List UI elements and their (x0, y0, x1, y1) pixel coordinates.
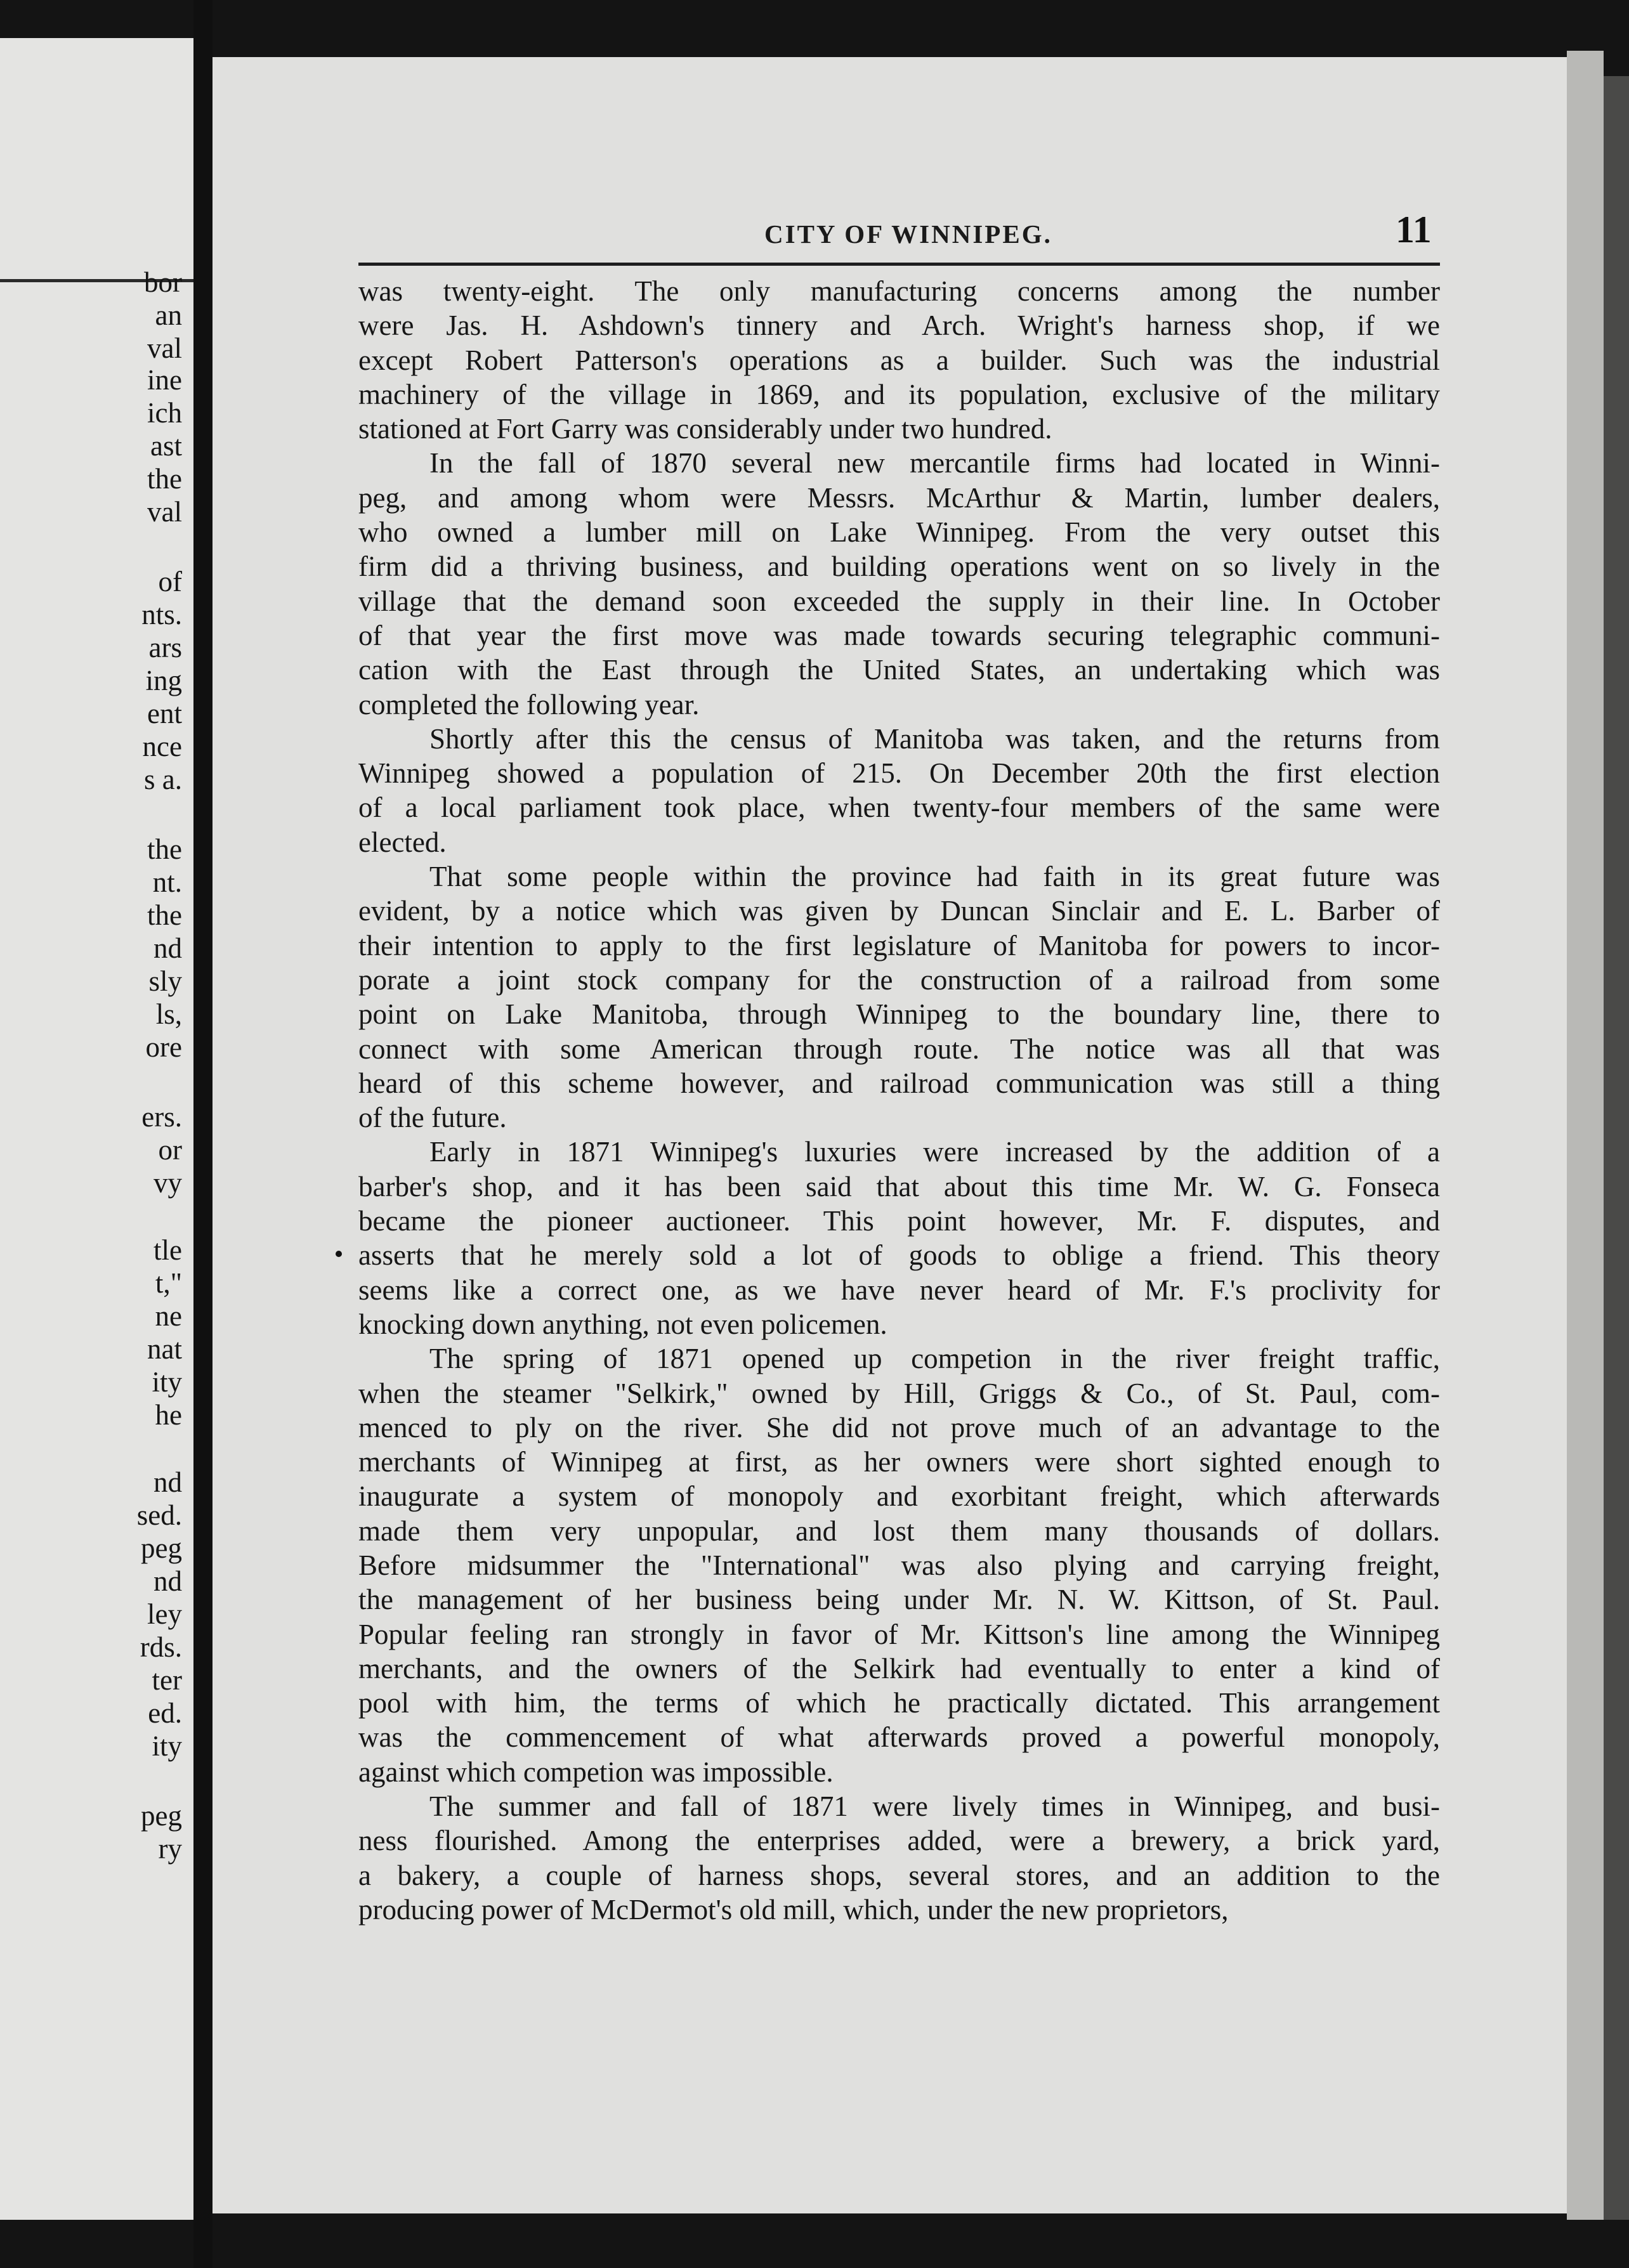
text-line: were Jas. H. Ashdown's tinnery and Arch. Wright's harness shop, if we (358, 310, 1440, 342)
paragraph (358, 1135, 1440, 1341)
left-page-fragment-line: ed. (148, 1697, 182, 1729)
text-line: The spring of 1871 opened up competion in the river freight traffic, (429, 1343, 1440, 1375)
left-page-fragment-line: tle (154, 1234, 182, 1266)
page-number: 11 (1396, 209, 1432, 251)
text-line: was twenty-eight. The only manufacturing concerns among the number (358, 275, 1440, 307)
left-page-fragment-line: ry (158, 1833, 182, 1865)
page-edge (1567, 51, 1604, 2220)
text-line: Before midsummer the "International" was also plying and carrying freight, (358, 1549, 1440, 1581)
text-line: connect with some American through route. The notice was all that was (358, 1033, 1440, 1065)
text-line: made them very unpopular, and lost them many thousands of dollars. (358, 1515, 1440, 1547)
text-line: against which competion was impossible. (358, 1756, 834, 1788)
left-page-fragment-line: the (147, 463, 182, 495)
text-line: stationed at Fort Garry was considerably under two hundred. (358, 413, 1052, 445)
paragraph (358, 859, 1440, 1135)
left-page-fragment-line: s a. (144, 764, 182, 795)
paragraph (358, 446, 1440, 721)
text-line: The summer and fall of 1871 were lively times in Winnipeg, and busi- (429, 1790, 1440, 1823)
text-line: heard of this scheme however, and railroad communication was still a thing (358, 1067, 1440, 1099)
left-page-fragment-line: the (147, 833, 182, 865)
paragraph (358, 274, 1440, 446)
text-line: village that the demand soon exceeded the supply in their line. In October (358, 585, 1440, 617)
text-line: of the future. (358, 1102, 507, 1134)
left-page-fragment-line: an (155, 299, 182, 331)
left-page-fragment-line: t," (155, 1267, 182, 1299)
text-line: knocking down anything, not even policemen. (358, 1308, 887, 1340)
left-page-fragment-line: ley (147, 1598, 182, 1630)
left-page-fragment-line: ich (147, 397, 182, 429)
body-text (358, 274, 1440, 1927)
left-page-fragment-line: ent (147, 698, 182, 729)
text-line: menced to ply on the river. She did not prove much of an advantage to the (358, 1411, 1440, 1444)
left-page-fragment-line: nce (142, 731, 182, 762)
text-line: was the commencement of what afterwards proved a powerful monopoly, (358, 1721, 1440, 1754)
left-page-fragment-line: ity (152, 1366, 182, 1398)
text-line: merchants of Winnipeg at first, as her owners were short sighted enough to (358, 1446, 1440, 1478)
left-page-fragment-line: val (147, 496, 182, 528)
left-page-fragment-line: ast (150, 430, 182, 462)
left-page-fragment-line: nd (154, 932, 182, 964)
left-page-fragment-line: he (155, 1399, 182, 1431)
text-line: a bakery, a couple of harness shops, several stores, and an addition to the (358, 1859, 1440, 1891)
left-page-fragment-line: bor (144, 266, 182, 298)
text-line: elected. (358, 826, 447, 858)
text-line: In the fall of 1870 several new mercantile firms had located in Winni- (429, 447, 1440, 479)
text-line: asserts that he merely sold a lot of goods to oblige a friend. This theory (358, 1239, 1440, 1272)
left-page-fragment-line: ine (147, 364, 182, 396)
left-page-fragment-line: nd (154, 1466, 182, 1498)
book-gutter (193, 0, 213, 2268)
left-page-fragment-line: rds. (140, 1631, 182, 1663)
paragraph (358, 1789, 1440, 1927)
text-line: pool with him, the terms of which he practically dictated. This arrangement (358, 1687, 1440, 1719)
paragraph (358, 722, 1440, 859)
page-edge-shadow (1604, 76, 1629, 2220)
text-line: became the pioneer auctioneer. This point however, Mr. F. disputes, and (358, 1205, 1440, 1237)
left-page-fragment-line: nat (147, 1333, 182, 1365)
left-page-fragment-line: ore (145, 1031, 182, 1063)
left-page-fragment-line: val (147, 332, 182, 364)
text-line: inaugurate a system of monopoly and exorbitant freight, which afterwards (358, 1480, 1440, 1513)
left-page-fragment-line: sly (148, 965, 182, 997)
left-page-fragment (0, 38, 193, 2220)
left-page-fragment-line: peg (141, 1800, 182, 1832)
text-line: of that year the first move was made towards securing telegraphic communi- (358, 619, 1440, 651)
left-page-fragment-line: nt. (152, 866, 182, 898)
left-page-fragment-line: nts. (141, 599, 182, 630)
left-page-fragment-line: nd (154, 1565, 182, 1597)
left-page-fragment-line: ter (152, 1664, 182, 1696)
text-line: machinery of the village in 1869, and its population, exclusive of the military (358, 378, 1440, 410)
text-line: firm did a thriving business, and building operations went on so lively in the (358, 551, 1440, 583)
left-page-fragment-line: sed. (136, 1499, 182, 1531)
text-line: peg, and among whom were Messrs. McArthur & Martin, lumber dealers, (358, 481, 1440, 514)
left-page-fragment-line: vy (154, 1167, 182, 1199)
text-line: cation with the East through the United States, an undertaking which was (358, 654, 1440, 686)
left-page-fragment-line: or (158, 1134, 182, 1166)
text-line: who owned a lumber mill on Lake Winnipeg. From the very outset this (358, 516, 1440, 549)
text-line: porate a joint stock company for the construction of a railroad from some (358, 963, 1440, 996)
left-page-fragment-line: the (147, 899, 182, 931)
text-line: Winnipeg showed a population of 215. On December 20th the first election (358, 757, 1440, 790)
text-line: seems like a correct one, as we have never heard of Mr. F.'s proclivity for (358, 1274, 1440, 1306)
text-line: producing power of McDermot's old mill, which, under the new proprietors, (358, 1893, 1229, 1926)
text-line: Early in 1871 Winnipeg's luxuries were increased by the addition of a (429, 1136, 1440, 1168)
text-line: ness flourished. Among the enterprises added, were a brewery, a brick yard, (358, 1825, 1440, 1857)
text-line: their intention to apply to the first legislature of Manitoba for powers to incor- (358, 929, 1440, 961)
left-page-fragment-line: ers. (141, 1101, 182, 1133)
left-page-fragment-line: of (158, 566, 182, 597)
paragraph (358, 1341, 1440, 1789)
left-page-fragment-line: ity (152, 1730, 182, 1762)
text-line: merchants, and the owners of the Selkirk had eventually to enter a kind of (358, 1652, 1440, 1685)
text-line: barber's shop, and it has been said that about this time Mr. W. G. Fonseca (358, 1170, 1440, 1202)
left-page-fragment-line: ls, (155, 998, 182, 1030)
header-rule (358, 263, 1440, 266)
left-page-fragment-line: peg (141, 1532, 182, 1564)
left-page-fragment-line: ing (145, 665, 182, 696)
text-line: Popular feeling ran strongly in favor of Mr. Kittson's line among the Winnipeg (358, 1618, 1440, 1650)
text-line: Shortly after this the census of Manitoba was taken, and the returns from (429, 722, 1440, 755)
left-page-fragment-line: ars (148, 632, 182, 663)
text-line: completed the following year. (358, 688, 700, 720)
text-line: point on Lake Manitoba, through Winnipeg to the boundary line, there to (358, 998, 1440, 1031)
text-line: except Robert Patterson's operations as a builder. Such was the industrial (358, 344, 1440, 376)
text-line: evident, by a notice which was given by Duncan Sinclair and E. L. Barber of (358, 895, 1440, 927)
text-line: the management of her business being under Mr. N. W. Kittson, of St. Paul. (358, 1584, 1440, 1616)
running-head: CITY OF WINNIPEG. (764, 219, 1052, 249)
margin-ink-dot (336, 1251, 342, 1257)
text-line: That some people within the province had faith in its great future was (429, 861, 1440, 893)
left-page-fragment-line: ne (155, 1300, 182, 1332)
text-line: of a local parliament took place, when twenty-four members of the same were (358, 792, 1440, 824)
text-line: when the steamer "Selkirk," owned by Hill, Griggs & Co., of St. Paul, com- (358, 1377, 1440, 1409)
